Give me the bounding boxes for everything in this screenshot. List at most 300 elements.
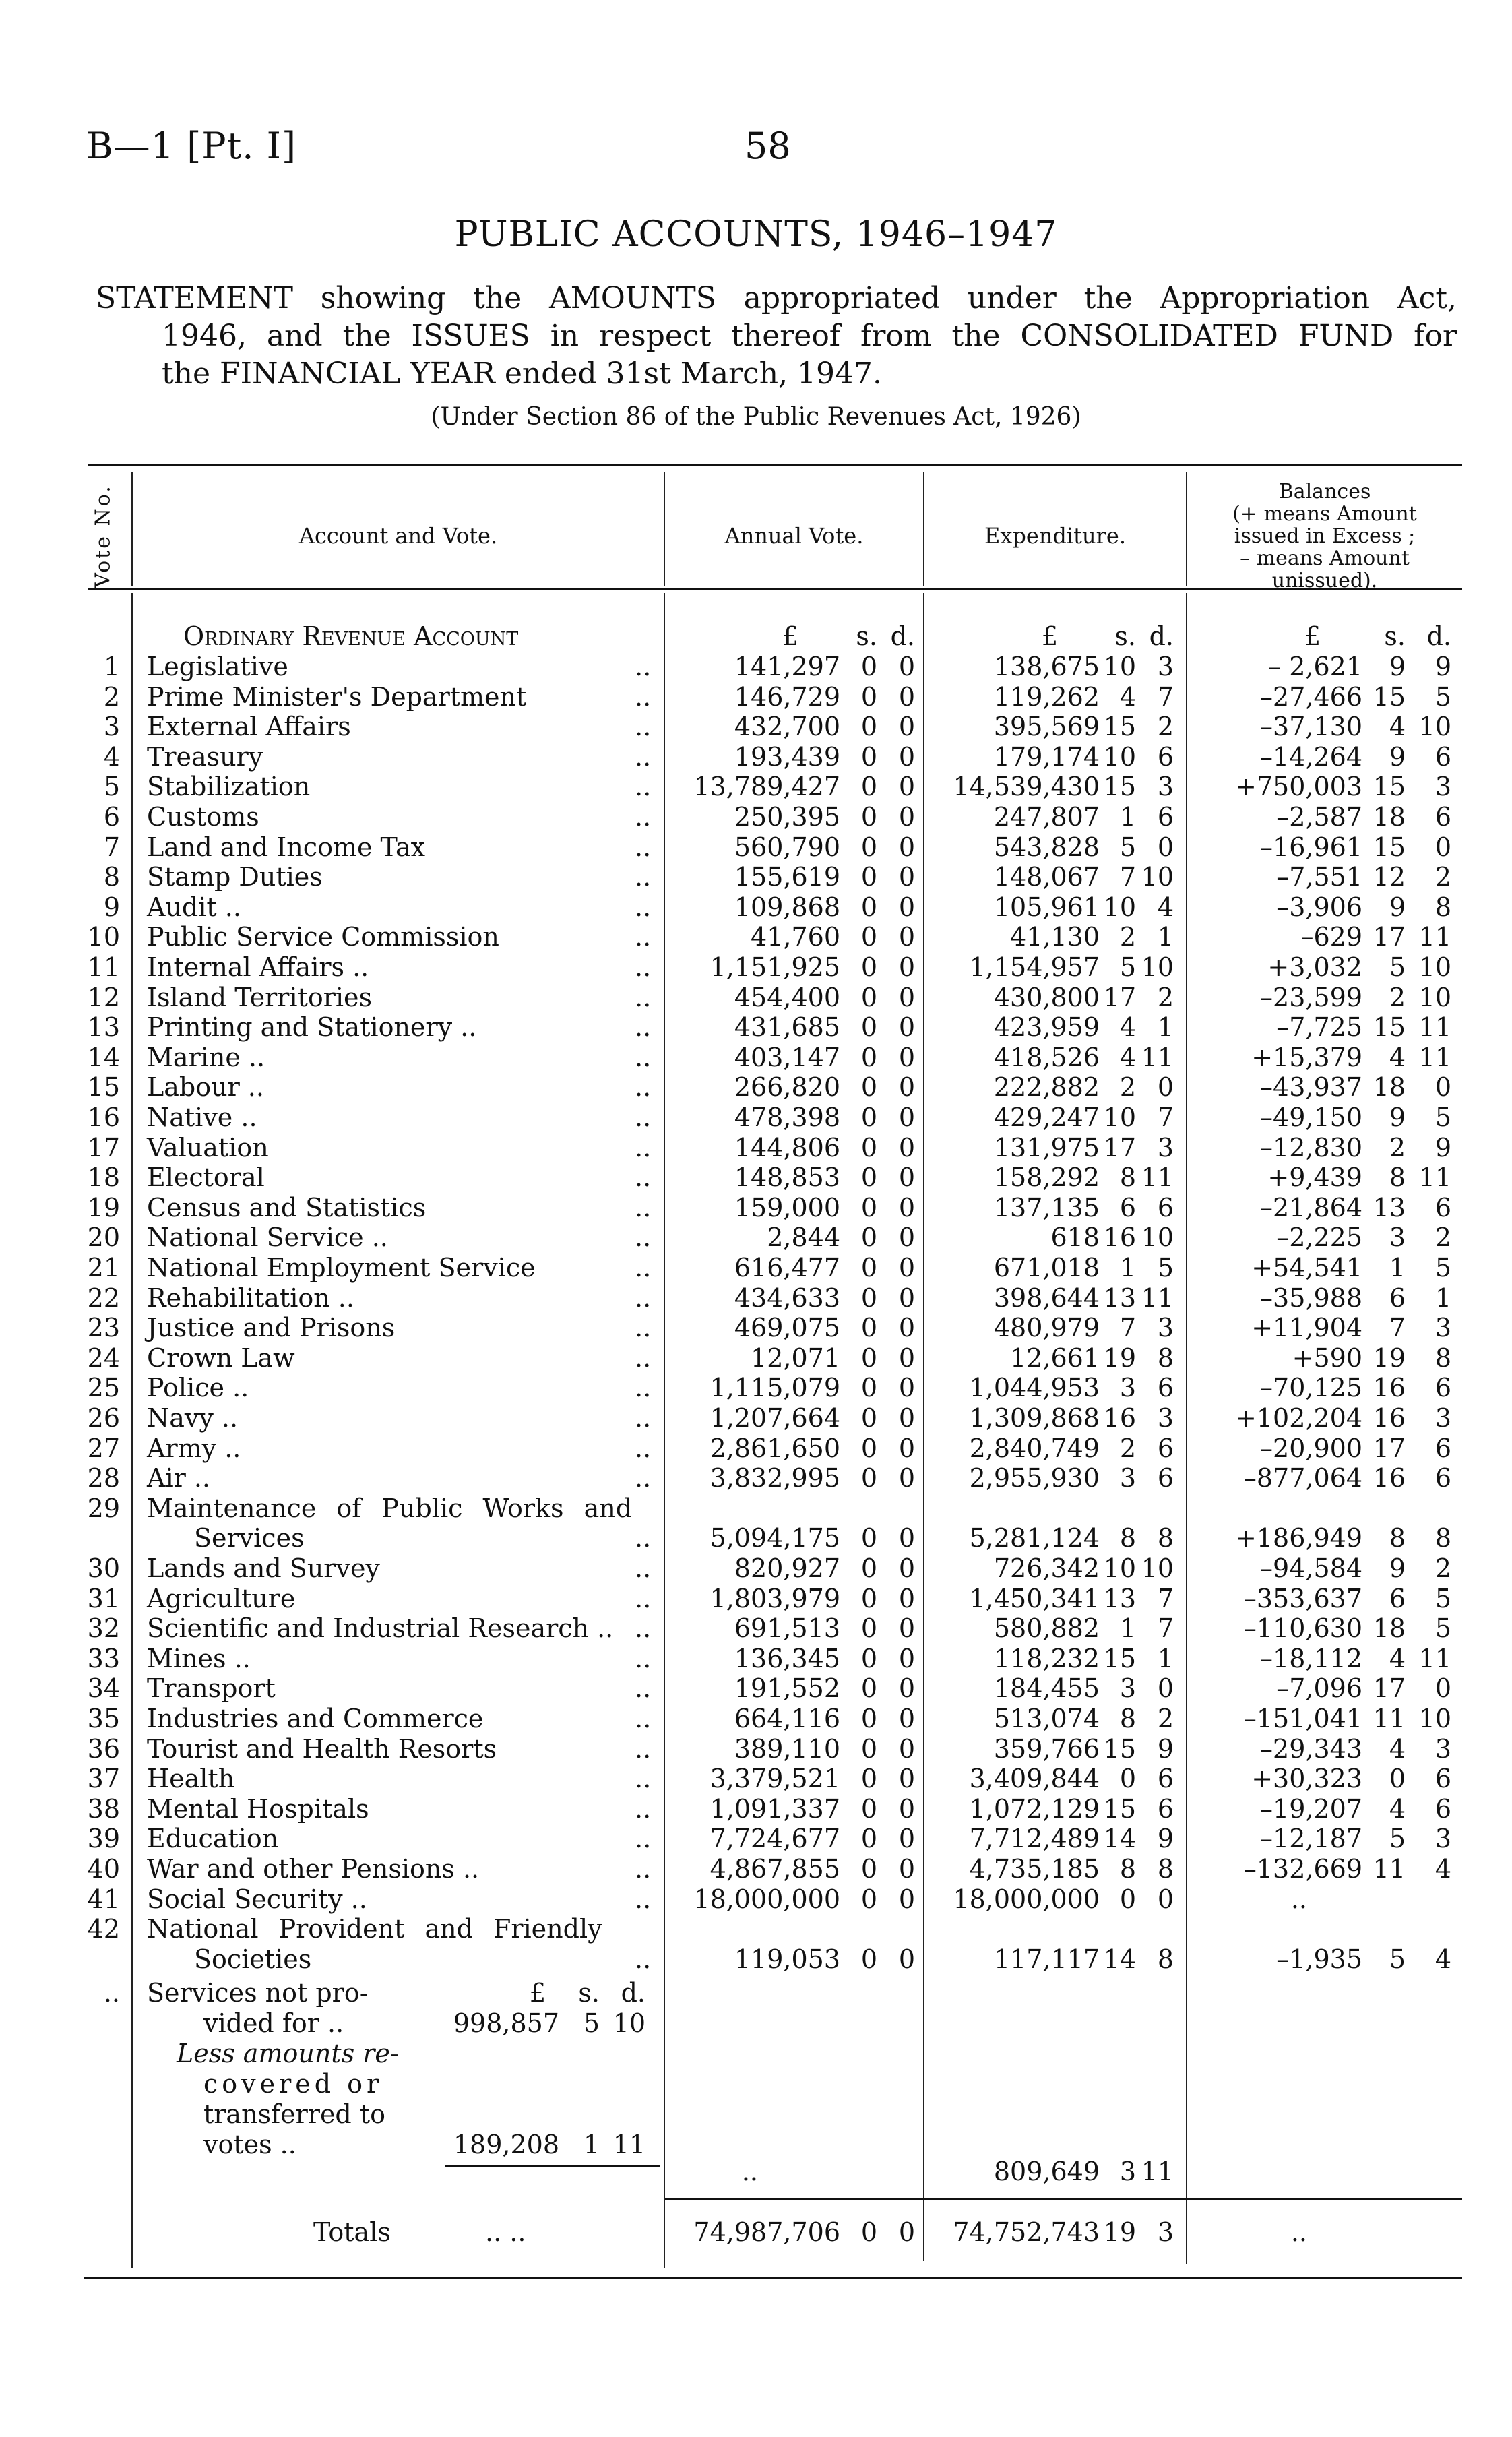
vote-number: 21 xyxy=(87,1253,120,1283)
balance-pence: 3 xyxy=(1435,1313,1451,1343)
annual-vote-shillings: 0 xyxy=(860,1944,877,1974)
annual-vote-shillings: 0 xyxy=(860,1042,877,1072)
table-row xyxy=(0,1163,1512,1192)
balance-pounds: +15,379 xyxy=(1251,1042,1362,1072)
expenditure-pounds: 3,409,844 xyxy=(969,1764,1100,1794)
balance-pence: 6 xyxy=(1435,802,1451,832)
balance-pence: 0 xyxy=(1435,832,1451,862)
expenditure-shillings: 15 xyxy=(1103,1793,1136,1824)
balance-pence: 6 xyxy=(1435,1192,1451,1223)
table-row xyxy=(0,1223,1512,1252)
expenditure-shillings: 19 xyxy=(1103,1343,1136,1373)
annual-vote-pounds: 136,345 xyxy=(734,1643,840,1673)
account-name: Public Service Commission xyxy=(147,922,499,952)
expenditure-shillings: 10 xyxy=(1103,1103,1136,1132)
vote-number: 37 xyxy=(87,1764,120,1794)
expenditure-pence: 5 xyxy=(1157,1253,1174,1283)
expenditure-pence: 10 xyxy=(1141,1223,1174,1253)
services-line-1: .. Services not pro- £ s. d. xyxy=(0,1978,1512,2008)
account-name: Justice and Prisons xyxy=(147,1313,396,1343)
expenditure-pence: 3 xyxy=(1157,772,1174,802)
expenditure-pounds: 1,044,953 xyxy=(969,1373,1100,1403)
account-name: Rehabilitation .. xyxy=(147,1283,354,1313)
account-name: Legislative xyxy=(147,652,288,681)
annual-vote-pence: 0 xyxy=(898,1072,915,1103)
expenditure-pence: 7 xyxy=(1157,1613,1174,1644)
statement-line-3: the FINANCIAL YEAR ended 31st March, 1947. xyxy=(162,357,883,391)
vote-number: 24 xyxy=(87,1343,120,1373)
leader-dots: .. xyxy=(635,832,652,862)
balance-pounds: –7,725 xyxy=(1276,1012,1362,1043)
expenditure-shillings: 13 xyxy=(1103,1283,1136,1313)
balance-shillings: 16 xyxy=(1373,1403,1406,1433)
vote-number: 29 xyxy=(87,1493,120,1523)
balance-pounds: –353,637 xyxy=(1243,1583,1362,1613)
annual-vote-shillings: 0 xyxy=(860,1553,877,1583)
annual-vote-shillings: 0 xyxy=(860,1613,877,1644)
vote-number: 38 xyxy=(87,1793,120,1824)
annual-vote-pence: 0 xyxy=(898,1343,915,1373)
leader-dots: .. xyxy=(635,1793,652,1824)
balance-pounds: –7,096 xyxy=(1276,1673,1362,1704)
annual-vote-shillings: 0 xyxy=(860,1012,877,1043)
annual-vote-pence: 0 xyxy=(898,1824,915,1854)
annual-vote-shillings: 0 xyxy=(860,772,877,802)
expenditure-pence: 3 xyxy=(1157,1403,1174,1433)
annual-vote-pence: 0 xyxy=(898,1192,915,1223)
annual-vote-pence: 0 xyxy=(898,1463,915,1493)
annual-vote-pence: 0 xyxy=(898,802,915,832)
balance-pence: 11 xyxy=(1418,1163,1451,1193)
balance-shillings: 3 xyxy=(1389,1223,1406,1253)
table-row xyxy=(0,1704,1512,1733)
account-name: Land and Income Tax xyxy=(147,832,426,862)
annual-vote-pence: 0 xyxy=(898,1283,915,1313)
expenditure-pence: 2 xyxy=(1157,982,1174,1012)
annual-vote-pence: 0 xyxy=(898,1403,915,1433)
annual-vote-pounds: 469,075 xyxy=(734,1313,840,1343)
annual-vote-pounds: 148,853 xyxy=(734,1163,840,1193)
expenditure-shillings: 1 xyxy=(1119,1613,1136,1644)
expenditure-pounds: 1,309,868 xyxy=(969,1403,1100,1433)
account-name: National Service .. xyxy=(147,1223,388,1253)
annual-vote-pence: 0 xyxy=(898,652,915,681)
balance-shillings: 5 xyxy=(1389,1824,1406,1854)
balance-shillings: 8 xyxy=(1389,1163,1406,1193)
balance-pence: 11 xyxy=(1418,922,1451,952)
annual-vote-pence: 0 xyxy=(898,1223,915,1253)
annual-vote-shillings: 0 xyxy=(860,1103,877,1132)
balance-shillings: 8 xyxy=(1389,1523,1406,1553)
vote-number: 28 xyxy=(87,1463,120,1493)
annual-vote-shillings: 0 xyxy=(860,1163,877,1193)
balance-pounds: +750,003 xyxy=(1235,772,1362,802)
leader-dots: .. xyxy=(635,1072,652,1103)
balance-pounds: –3,906 xyxy=(1276,892,1362,922)
table-row xyxy=(0,1734,1512,1764)
vote-number: 26 xyxy=(87,1403,120,1433)
table-row xyxy=(0,922,1512,952)
statement-line-1: STATEMENT showing the AMOUNTS appropriated under the Appropriation Act, xyxy=(96,281,1457,315)
expenditure-shillings: 14 xyxy=(1103,1944,1136,1974)
balance-shillings: 1 xyxy=(1389,1253,1406,1283)
vote-number: 41 xyxy=(87,1884,120,1914)
account-name: National Employment Service xyxy=(147,1253,536,1283)
balance-pence: 5 xyxy=(1435,1613,1451,1644)
table-row xyxy=(0,1283,1512,1313)
balance-pence: 4 xyxy=(1435,1944,1451,1974)
expenditure-shillings: 8 xyxy=(1119,1854,1136,1884)
table-row xyxy=(0,1944,1512,1974)
account-name: Army .. xyxy=(147,1433,241,1463)
vote-number: 35 xyxy=(87,1704,120,1733)
table-row xyxy=(0,1644,1512,1673)
balance-shillings: 9 xyxy=(1389,1553,1406,1583)
annual-vote-pence: 0 xyxy=(898,1373,915,1403)
expenditure-pounds: 119,262 xyxy=(993,681,1100,712)
annual-vote-pence: 0 xyxy=(898,1163,915,1193)
annual-vote-pence: 0 xyxy=(898,1704,915,1733)
statement-line-2: 1946, and the ISSUES in respect thereof from the CONSOLIDATED FUND for xyxy=(162,319,1457,353)
leader-dots: .. xyxy=(635,1854,652,1884)
account-name-continued: Services xyxy=(194,1523,305,1553)
document-reference: B—1 [Pt. I] xyxy=(86,125,297,167)
vote-number: 16 xyxy=(87,1103,120,1132)
services-line-2: vided for .. 998,857 5 10 xyxy=(203,2008,645,2038)
balance-pounds: –16,961 xyxy=(1260,832,1362,862)
table-row xyxy=(0,802,1512,832)
annual-vote-pence: 0 xyxy=(898,1103,915,1132)
total-balance: .. xyxy=(1290,2217,1307,2247)
annual-vote-shillings: 0 xyxy=(860,1132,877,1163)
table-row xyxy=(0,1072,1512,1102)
leader-dots: .. xyxy=(635,772,652,802)
balance-pence: 8 xyxy=(1435,892,1451,922)
annual-vote-shillings: 0 xyxy=(860,652,877,681)
balance-pounds: –19,207 xyxy=(1260,1793,1362,1824)
expenditure-pence: 7 xyxy=(1157,681,1174,712)
vote-number: 5 xyxy=(103,772,120,802)
leader-dots: .. xyxy=(635,862,652,892)
expenditure-shillings: 2 xyxy=(1119,1072,1136,1103)
annual-vote-shillings: 0 xyxy=(860,1433,877,1463)
expenditure-shillings: 2 xyxy=(1119,922,1136,952)
vote-number: 13 xyxy=(87,1012,120,1043)
balance-pounds: – 2,621 xyxy=(1268,652,1362,681)
leader-dots: .. xyxy=(635,1223,652,1253)
account-name: Mines .. xyxy=(147,1643,251,1673)
account-name: External Affairs xyxy=(147,712,351,742)
expenditure-pounds: 513,074 xyxy=(993,1704,1100,1733)
expenditure-pounds: 1,154,957 xyxy=(969,952,1100,982)
balance-pence: 8 xyxy=(1435,1523,1451,1553)
balance-shillings: 5 xyxy=(1389,952,1406,982)
expenditure-pounds: 158,292 xyxy=(993,1163,1100,1193)
account-name: Education xyxy=(147,1824,279,1854)
account-name: Health xyxy=(147,1764,235,1794)
annual-vote-pounds: 820,927 xyxy=(734,1553,840,1583)
vote-number: 18 xyxy=(87,1163,120,1193)
expenditure-shillings: 6 xyxy=(1119,1192,1136,1223)
table-row xyxy=(0,1764,1512,1793)
leader-dots: .. xyxy=(635,1343,652,1373)
statement-subtitle: (Under Section 86 of the Public Revenues Act, 1926) xyxy=(431,403,1081,431)
annual-vote-pounds: 12,071 xyxy=(751,1343,840,1373)
balance-pence: 11 xyxy=(1418,1012,1451,1043)
balance-shillings: 9 xyxy=(1389,741,1406,772)
annual-vote-pence: 0 xyxy=(898,862,915,892)
balance-pence: 6 xyxy=(1435,741,1451,772)
account-name: National Provident and Friendly xyxy=(147,1914,602,1944)
account-name: Tourist and Health Resorts xyxy=(147,1733,497,1764)
expenditure-shillings: 4 xyxy=(1119,681,1136,712)
expenditure-pence: 6 xyxy=(1157,741,1174,772)
expenditure-pounds: 105,961 xyxy=(993,892,1100,922)
table-row xyxy=(0,1313,1512,1343)
annual-vote-shillings: 0 xyxy=(860,1673,877,1704)
statement-text xyxy=(96,280,1457,393)
annual-vote-shillings: 0 xyxy=(860,1523,877,1553)
vote-number: 40 xyxy=(87,1854,120,1884)
annual-vote-pounds: 2,861,650 xyxy=(710,1433,840,1463)
leader-dots: .. xyxy=(635,1583,652,1613)
expenditure-pounds: 4,735,185 xyxy=(969,1854,1100,1884)
services-net-row: .. 809,649 3 11 xyxy=(741,2157,1174,2186)
vote-number: 31 xyxy=(87,1583,120,1613)
balance-shillings: 7 xyxy=(1389,1313,1406,1343)
expenditure-pence: 8 xyxy=(1157,1944,1174,1974)
annual-vote-shillings: 0 xyxy=(860,952,877,982)
annual-vote-shillings: 0 xyxy=(860,1704,877,1733)
expenditure-pounds: 137,135 xyxy=(993,1192,1100,1223)
account-name: Agriculture xyxy=(147,1583,296,1613)
account-name: Air .. xyxy=(147,1463,210,1493)
table-row xyxy=(0,1794,1512,1824)
balance-shillings: 18 xyxy=(1373,1072,1406,1103)
vote-number: 42 xyxy=(87,1914,120,1944)
header-vote-no: Vote No. xyxy=(91,484,115,588)
annual-vote-pounds: 403,147 xyxy=(734,1042,840,1072)
leader-dots: .. xyxy=(635,1613,652,1644)
expenditure-pounds: 247,807 xyxy=(993,802,1100,832)
expenditure-shillings: 10 xyxy=(1103,892,1136,922)
balance-shillings: 6 xyxy=(1389,1583,1406,1613)
expenditure-pence: 6 xyxy=(1157,802,1174,832)
expenditure-pence: 2 xyxy=(1157,712,1174,742)
balance-pence: 6 xyxy=(1435,1373,1451,1403)
annual-vote-pounds: 4,867,855 xyxy=(710,1854,840,1884)
expenditure-pence: 1 xyxy=(1157,922,1174,952)
annual-vote-shillings: 0 xyxy=(860,1764,877,1794)
balance-pounds: –29,343 xyxy=(1260,1733,1362,1764)
expenditure-shillings: 14 xyxy=(1103,1824,1136,1854)
table-row xyxy=(0,772,1512,801)
annual-vote-pounds: 146,729 xyxy=(734,681,840,712)
annual-vote-shillings: 0 xyxy=(860,741,877,772)
expenditure-pounds: 418,526 xyxy=(993,1042,1100,1072)
balance-pounds: –70,125 xyxy=(1260,1373,1362,1403)
table-row xyxy=(0,712,1512,741)
expenditure-pence: 6 xyxy=(1157,1373,1174,1403)
expenditure-pounds: 423,959 xyxy=(993,1012,1100,1043)
annual-vote-shillings: 0 xyxy=(860,1283,877,1313)
expenditure-pence: 0 xyxy=(1157,832,1174,862)
balance-shillings: 2 xyxy=(1389,982,1406,1012)
leader-dots: .. xyxy=(635,741,652,772)
header-balances: Balances (+ means Amount issued in Excess ; – means Amount unissued). xyxy=(1232,479,1417,592)
account-name: Social Security .. xyxy=(147,1884,367,1914)
annual-vote-pence: 0 xyxy=(898,712,915,742)
balance-pence: 10 xyxy=(1418,952,1451,982)
balance-pounds: –20,900 xyxy=(1260,1433,1362,1463)
table-row xyxy=(0,1613,1512,1643)
vote-number: 20 xyxy=(87,1223,120,1253)
balance-pence: 0 xyxy=(1435,1072,1451,1103)
account-name: Prime Minister's Department xyxy=(147,681,527,712)
unit-shillings: s. xyxy=(1114,621,1136,651)
balance-pence: 5 xyxy=(1435,1103,1451,1132)
account-name-continued: Societies xyxy=(194,1944,312,1974)
expenditure-pounds: 2,840,749 xyxy=(969,1433,1100,1463)
table-row xyxy=(0,1343,1512,1373)
annual-vote-pounds: 191,552 xyxy=(734,1673,840,1704)
annual-vote-pence: 0 xyxy=(898,1884,915,1914)
balance-shillings: 15 xyxy=(1373,681,1406,712)
balance-shillings: 18 xyxy=(1373,802,1406,832)
balance-pence: 4 xyxy=(1435,1854,1451,1884)
balance-pence: 10 xyxy=(1418,982,1451,1012)
vote-number: .. xyxy=(103,1978,120,2008)
account-name: Mental Hospitals xyxy=(147,1793,369,1824)
balance-shillings: 4 xyxy=(1389,1793,1406,1824)
vote-number: 10 xyxy=(87,922,120,952)
balance-shillings: 4 xyxy=(1389,1733,1406,1764)
page-number: 58 xyxy=(745,125,791,167)
vote-number: 11 xyxy=(87,952,120,982)
vote-number: 25 xyxy=(87,1373,120,1403)
annual-vote-pounds: 144,806 xyxy=(734,1132,840,1163)
account-name: Audit .. xyxy=(147,892,241,922)
balance-pounds: +3,032 xyxy=(1267,952,1362,982)
leader-dots: .. xyxy=(635,1313,652,1343)
annual-vote-pence: 0 xyxy=(898,1523,915,1553)
balance-pounds: –132,669 xyxy=(1243,1854,1362,1884)
expenditure-shillings: 10 xyxy=(1103,1553,1136,1583)
expenditure-shillings: 15 xyxy=(1103,1643,1136,1673)
table-row xyxy=(0,1012,1512,1042)
leader-dots: .. xyxy=(635,1733,652,1764)
expenditure-pounds: 148,067 xyxy=(993,862,1100,892)
table-row xyxy=(0,1914,1512,1944)
vote-number: 15 xyxy=(87,1072,120,1103)
balance-shillings: 4 xyxy=(1389,712,1406,742)
balance-pounds: –2,225 xyxy=(1276,1223,1362,1253)
expenditure-shillings: 13 xyxy=(1103,1583,1136,1613)
balance-shillings: 4 xyxy=(1389,1643,1406,1673)
balance-pence: 3 xyxy=(1435,1733,1451,1764)
vote-number: 14 xyxy=(87,1042,120,1072)
leader-dots: .. xyxy=(635,1163,652,1193)
balance-pence: 3 xyxy=(1435,1824,1451,1854)
leader-dots: .. xyxy=(635,1704,652,1733)
balance-shillings: 11 xyxy=(1373,1704,1406,1733)
balance-pounds: +9,439 xyxy=(1267,1163,1362,1193)
expenditure-shillings: 16 xyxy=(1103,1403,1136,1433)
leader-dots: .. xyxy=(635,1373,652,1403)
balance-shillings: 17 xyxy=(1373,1433,1406,1463)
account-name: Internal Affairs .. xyxy=(147,952,369,982)
header-annual-vote: Annual Vote. xyxy=(724,523,864,549)
expenditure-pounds: 184,455 xyxy=(993,1673,1100,1704)
page-title: PUBLIC ACCOUNTS, 1946–1947 xyxy=(454,214,1058,255)
balance-pence: 9 xyxy=(1435,652,1451,681)
balance-shillings: 6 xyxy=(1389,1283,1406,1313)
leader-dots: .. xyxy=(635,712,652,742)
table-row xyxy=(0,682,1512,712)
leader-dots: .. xyxy=(635,1192,652,1223)
leader-dots: .. xyxy=(635,1012,652,1043)
table-row xyxy=(0,1673,1512,1703)
annual-vote-shillings: 0 xyxy=(860,1343,877,1373)
annual-vote-shillings: 0 xyxy=(860,1373,877,1403)
vote-number: 39 xyxy=(87,1824,120,1854)
annual-vote-pounds: 193,439 xyxy=(734,741,840,772)
balance-shillings: 13 xyxy=(1373,1192,1406,1223)
table-row xyxy=(0,1553,1512,1583)
expenditure-shillings: 3 xyxy=(1119,1373,1136,1403)
total-annual-pounds: 74,987,706 xyxy=(693,2217,840,2247)
annual-vote-pounds: 560,790 xyxy=(734,832,840,862)
balance-shillings: 18 xyxy=(1373,1613,1406,1644)
account-name: Industries and Commerce xyxy=(147,1704,484,1733)
table-row xyxy=(0,1584,1512,1613)
expenditure-shillings: 4 xyxy=(1119,1012,1136,1043)
vote-number: 4 xyxy=(103,741,120,772)
table-row xyxy=(0,1103,1512,1132)
balance-pence: 11 xyxy=(1418,1643,1451,1673)
expenditure-pence: 10 xyxy=(1141,1553,1174,1583)
expenditure-shillings: 1 xyxy=(1119,1253,1136,1283)
balance-pounds: –12,830 xyxy=(1260,1132,1362,1163)
annual-vote-shillings: 0 xyxy=(860,982,877,1012)
balance-shillings: 15 xyxy=(1373,832,1406,862)
table-top-rule xyxy=(88,464,1462,466)
vote-number: 27 xyxy=(87,1433,120,1463)
leader-dots: .. xyxy=(635,1103,652,1132)
annual-vote-pence: 0 xyxy=(898,1733,915,1764)
unit-pence: d. xyxy=(1149,621,1174,651)
table-row xyxy=(0,1854,1512,1884)
vote-number: 17 xyxy=(87,1132,120,1163)
expenditure-pence: 2 xyxy=(1157,1704,1174,1733)
leader-dots: .. xyxy=(635,1132,652,1163)
expenditure-shillings: 10 xyxy=(1103,652,1136,681)
vote-number: 2 xyxy=(103,681,120,712)
annual-vote-pence: 0 xyxy=(898,1854,915,1884)
unit-pounds: £ xyxy=(1304,621,1321,651)
leader-dots: .. xyxy=(635,1042,652,1072)
expenditure-pounds: 12,661 xyxy=(1010,1343,1100,1373)
annual-vote-pounds: 1,207,664 xyxy=(710,1403,840,1433)
expenditure-pounds: 179,174 xyxy=(993,741,1100,772)
balance-pounds: –23,599 xyxy=(1260,982,1362,1012)
services-line-votes: votes .. 189,208 1 11 xyxy=(203,2130,645,2159)
expenditure-pounds: 7,712,489 xyxy=(969,1824,1100,1854)
annual-vote-pence: 0 xyxy=(898,741,915,772)
expenditure-shillings: 3 xyxy=(1119,1673,1136,1704)
vote-number: 22 xyxy=(87,1283,120,1313)
account-name: Transport xyxy=(147,1673,276,1704)
